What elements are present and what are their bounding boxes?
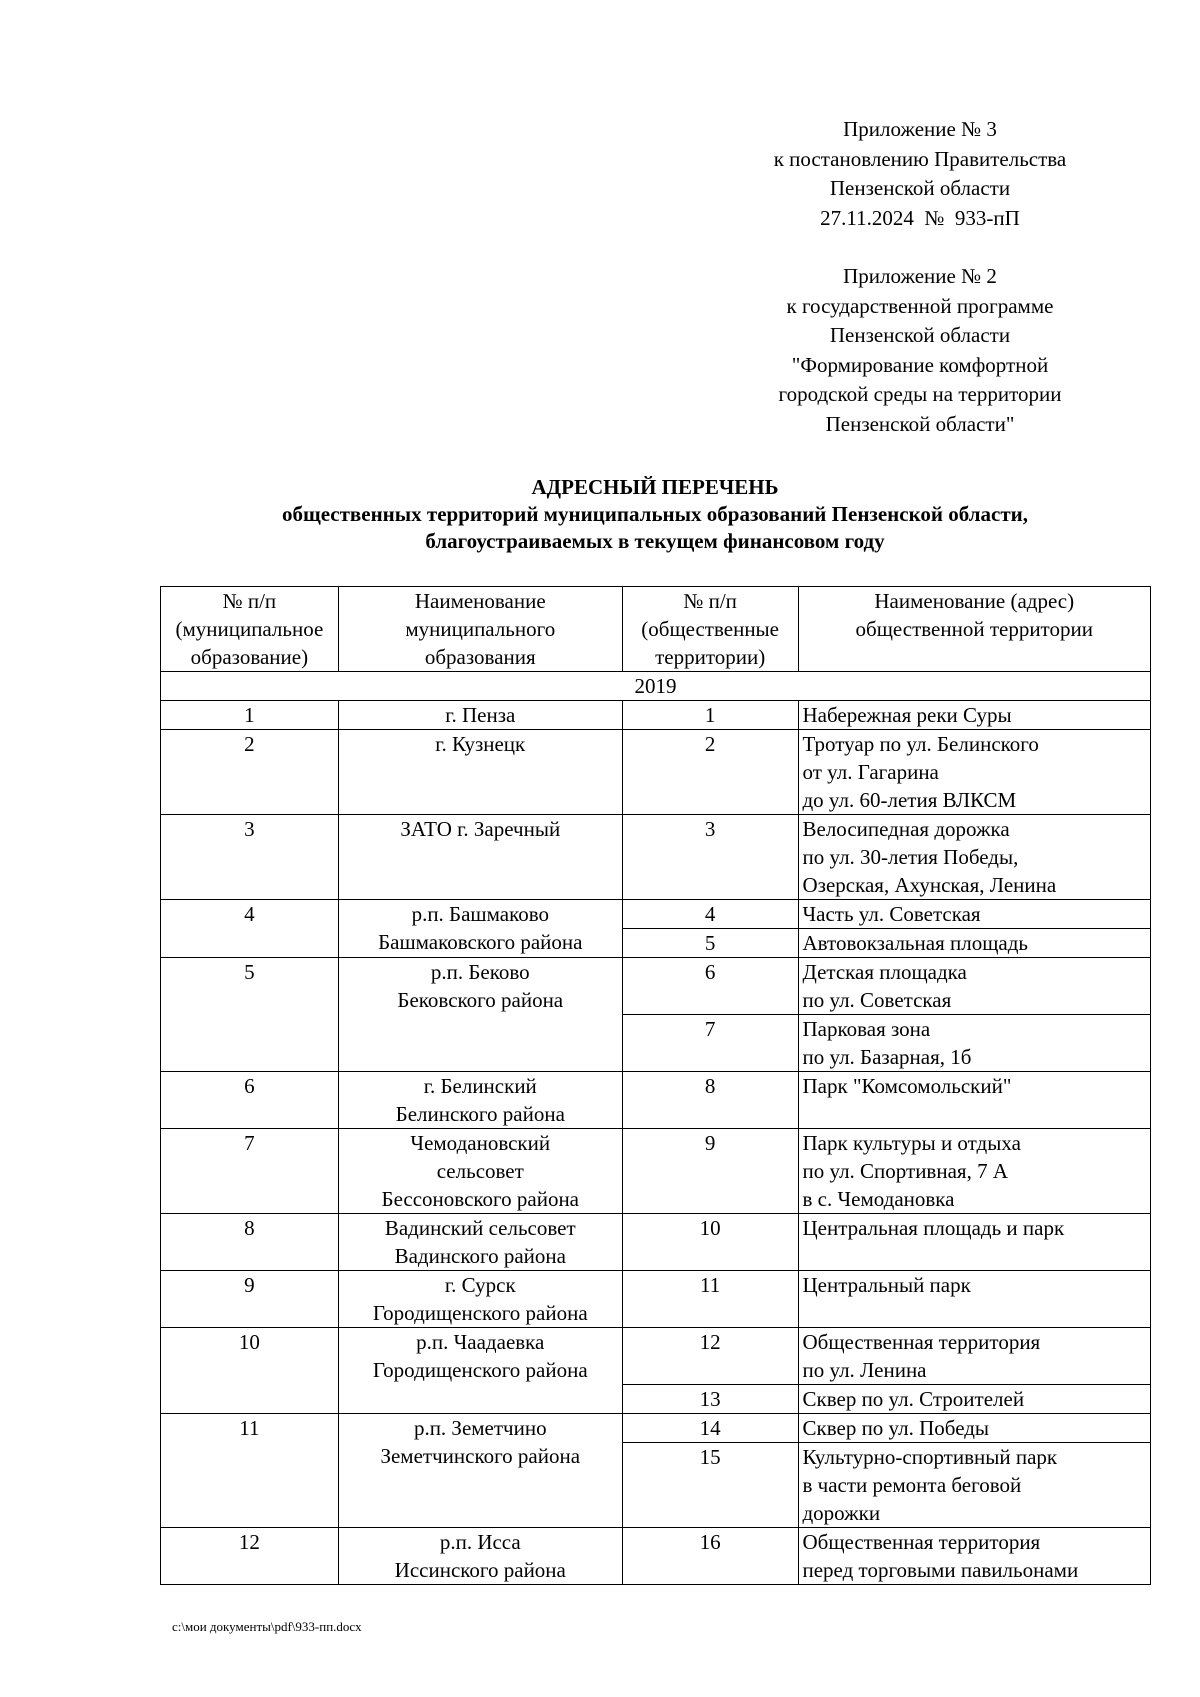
header-municipality-number-line: № п/п — [222, 589, 277, 613]
territory-name-line: Озерская, Ахунская, Ленина — [802, 873, 1057, 897]
territory-number-cell: 5 — [622, 929, 798, 958]
territory-name-line: Парк "Комсомольский" — [802, 1074, 1012, 1098]
table-row — [161, 815, 1151, 900]
appendix-2-line-6: Пензенской области" — [825, 411, 1015, 436]
municipality-number-cell: 9 — [161, 1271, 339, 1328]
municipality-name-line: г. Сурск — [444, 1273, 516, 1297]
document-title: АДРЕСНЫЙ ПЕРЕЧЕНЬ — [531, 475, 779, 499]
territory-name-line: Культурно-спортивный парк — [802, 1445, 1058, 1469]
table-row — [161, 1414, 1151, 1443]
municipality-name-cell — [338, 1129, 622, 1214]
territory-name-line: Детская площадка — [802, 960, 967, 984]
year-cell: 2019 — [161, 672, 1151, 701]
address-list-table — [160, 586, 1151, 1585]
header-territory-name-line: общественной территории — [855, 617, 1093, 641]
territory-number-cell: 9 — [622, 1129, 798, 1214]
municipality-name-cell — [338, 701, 622, 730]
municipality-name-cell — [338, 1528, 622, 1585]
file-path-footer: c:\мои документы\pdf\933-пп.docx — [172, 1619, 362, 1634]
territory-name-line: Автовокзальная площадь — [802, 931, 1028, 955]
territory-name-line: по ул. Советская — [802, 988, 952, 1012]
header-municipality-name — [338, 587, 622, 672]
territory-name-line: по ул. Спортивная, 7 А — [802, 1159, 1008, 1183]
territory-name-line: в части ремонта беговой — [802, 1473, 1022, 1497]
territory-name-cell — [798, 1129, 1151, 1214]
municipality-name-cell — [338, 1271, 622, 1328]
municipality-name-cell — [338, 900, 622, 958]
municipality-name-line: р.п. Земетчино — [413, 1416, 547, 1440]
table-row — [161, 1214, 1151, 1271]
territory-number-cell: 8 — [622, 1072, 798, 1129]
municipality-name-line: р.п. Беково — [430, 960, 530, 984]
territory-name-line: Часть ул. Советская — [802, 902, 981, 926]
table-row — [161, 1528, 1151, 1585]
territory-name-line: Парковая зона — [802, 1017, 931, 1041]
appendix-3-line-1: Приложение № 3 — [843, 117, 997, 141]
document-subtitle-line-2: благоустраиваемых в текущем финансовом году — [425, 529, 885, 553]
territory-name-line: перед торговыми павильонами — [802, 1558, 1079, 1582]
territory-number-cell: 6 — [622, 958, 798, 1015]
territory-number-cell: 7 — [622, 1015, 798, 1072]
territory-name-cell — [798, 730, 1151, 815]
table-row — [161, 1072, 1151, 1129]
municipality-number-cell: 12 — [161, 1528, 339, 1585]
header-territory-number-line: (общественные — [641, 617, 779, 641]
municipality-number-cell: 3 — [161, 815, 339, 900]
municipality-name-cell — [338, 815, 622, 900]
header-municipality-name-line: образования — [424, 645, 536, 669]
header-municipality-number — [161, 587, 339, 672]
header-municipality-number-line: образование) — [190, 645, 309, 669]
municipality-name-cell — [338, 1072, 622, 1129]
municipality-number-cell: 11 — [161, 1414, 339, 1528]
territory-name-cell — [798, 815, 1151, 900]
municipality-name-line: р.п. Исса — [439, 1530, 521, 1554]
municipality-name-line: Городищенского района — [372, 1301, 588, 1325]
municipality-name-line: Башмаковского района — [378, 930, 583, 954]
territory-name-line: до ул. 60-летия ВЛКСМ — [802, 788, 1017, 812]
appendix-2-line-4: "Формирование комфортной — [791, 352, 1049, 377]
territory-name-cell — [798, 701, 1151, 730]
municipality-name-line: сельсовет — [436, 1159, 524, 1183]
territory-name-line: Тротуар по ул. Белинского — [802, 732, 1039, 756]
table-row — [161, 1129, 1151, 1214]
appendix-2-block — [740, 262, 1100, 439]
municipality-name-line: ЗАТО г. Заречный — [400, 817, 561, 841]
territory-name-cell — [798, 1443, 1151, 1528]
header-territory-number — [622, 587, 798, 672]
territory-number-cell: 14 — [622, 1414, 798, 1443]
municipality-number-cell: 7 — [161, 1129, 339, 1214]
municipality-number-cell: 8 — [161, 1214, 339, 1271]
appendix-3-line-3: Пензенской области — [829, 176, 1011, 200]
appendix-2-line-5: городской среды на территории — [778, 382, 1062, 406]
appendix-3-line-4: 27.11.2024 № 933-пП — [820, 205, 1020, 230]
municipality-name-line: Вадинский сельсовет — [384, 1216, 576, 1240]
municipality-name-line: Бессоновского района — [381, 1187, 580, 1211]
header-territory-number-line: территории) — [655, 645, 766, 669]
municipality-name-line: г. Белинский — [423, 1074, 537, 1098]
table-header-row — [161, 587, 1151, 672]
header-municipality-name-line: муниципального — [405, 617, 556, 641]
municipality-name-line: Городищенского района — [372, 1358, 588, 1382]
territory-number-cell: 15 — [622, 1443, 798, 1528]
territory-name-line: по ул. 30-летия Победы, — [802, 845, 1019, 869]
territory-name-line: Центральная площадь и парк — [802, 1216, 1065, 1240]
header-territory-name-line: Наименование (адрес) — [874, 589, 1075, 613]
territory-number-cell: 13 — [622, 1385, 798, 1414]
territory-name-cell — [798, 929, 1151, 958]
territory-name-cell — [798, 1214, 1151, 1271]
territory-number-cell: 16 — [622, 1528, 798, 1585]
territory-name-cell — [798, 1414, 1151, 1443]
table-body — [161, 672, 1151, 1585]
header-municipality-number-line: (муниципальное — [175, 617, 324, 641]
document-heading — [160, 474, 1150, 555]
municipality-name-line: Бековского района — [397, 988, 564, 1012]
territory-name-line: Сквер по ул. Строителей — [802, 1387, 1025, 1411]
territory-name-cell — [798, 1528, 1151, 1585]
territory-name-line: Общественная территория — [802, 1330, 1041, 1354]
territory-name-cell — [798, 1072, 1151, 1129]
document-subtitle-line-1: общественных территорий муниципальных образований Пензенской области, — [281, 502, 1029, 526]
municipality-number-cell: 2 — [161, 730, 339, 815]
appendix-2-line-3: Пензенской области — [829, 323, 1011, 347]
territory-name-line: Набережная реки Суры — [802, 703, 1012, 727]
municipality-number-cell: 6 — [161, 1072, 339, 1129]
appendix-3-line-2: к постановлению Правительства — [773, 146, 1067, 171]
territory-name-line: по ул. Ленина — [802, 1358, 927, 1382]
table-row — [161, 900, 1151, 929]
territory-name-cell — [798, 1328, 1151, 1385]
territory-number-cell: 12 — [622, 1328, 798, 1385]
territory-number-cell: 4 — [622, 900, 798, 929]
territory-name-line: в с. Чемодановка — [802, 1187, 955, 1211]
municipality-number-cell: 10 — [161, 1328, 339, 1414]
municipality-name-line: Белинского района — [395, 1102, 565, 1126]
table-row — [161, 701, 1151, 730]
territory-name-cell — [798, 958, 1151, 1015]
territory-name-line: Парк культуры и отдыха — [802, 1131, 1021, 1155]
municipality-name-line: г. Пенза — [445, 703, 516, 727]
municipality-number-cell: 5 — [161, 958, 339, 1072]
municipality-number-cell: 1 — [161, 701, 339, 730]
municipality-name-line: Вадинского района — [394, 1244, 566, 1268]
territory-name-cell — [798, 1385, 1151, 1414]
territory-name-cell — [798, 1271, 1151, 1328]
header-territory-name — [798, 587, 1151, 672]
territory-number-cell: 3 — [622, 815, 798, 900]
municipality-name-line: Иссинского района — [394, 1558, 566, 1582]
municipality-name-cell — [338, 1328, 622, 1414]
municipality-name-cell — [338, 1414, 622, 1528]
municipality-number-cell: 4 — [161, 900, 339, 958]
municipality-name-line: Чемодановский — [410, 1131, 551, 1155]
territory-number-cell: 11 — [622, 1271, 798, 1328]
territory-number-cell: 1 — [622, 701, 798, 730]
territory-number-cell: 10 — [622, 1214, 798, 1271]
table-row — [161, 958, 1151, 1015]
municipality-name-line: Земетчинского района — [380, 1444, 581, 1468]
territory-name-line: Общественная территория — [802, 1530, 1041, 1554]
territory-name-line: по ул. Базарная, 1б — [802, 1045, 972, 1069]
table-row — [161, 1271, 1151, 1328]
territory-name-line: Сквер по ул. Победы — [802, 1416, 990, 1440]
table-row — [161, 1328, 1151, 1385]
year-row — [161, 672, 1151, 701]
appendix-2-line-1: Приложение № 2 — [843, 264, 997, 288]
table-row — [161, 730, 1151, 815]
appendix-3-block — [740, 115, 1100, 233]
municipality-name-cell — [338, 1214, 622, 1271]
municipality-name-line: р.п. Башмаково — [411, 902, 549, 926]
territory-name-line: от ул. Гагарина — [802, 760, 939, 784]
territory-name-line: Центральный парк — [802, 1273, 971, 1297]
territory-name-line: Велосипедная дорожка — [802, 817, 1010, 841]
municipality-name-cell — [338, 730, 622, 815]
municipality-name-cell — [338, 958, 622, 1072]
territory-name-line: дорожки — [802, 1501, 881, 1525]
header-territory-number-line: № п/п — [683, 589, 737, 613]
appendix-2-line-2: к государственной программе — [786, 293, 1054, 318]
territory-number-cell: 2 — [622, 730, 798, 815]
territory-name-cell — [798, 1015, 1151, 1072]
municipality-name-line: р.п. Чаадаевка — [416, 1330, 545, 1354]
header-municipality-name-line: Наименование — [414, 589, 546, 613]
municipality-name-line: г. Кузнецк — [435, 732, 526, 756]
territory-name-cell — [798, 900, 1151, 929]
